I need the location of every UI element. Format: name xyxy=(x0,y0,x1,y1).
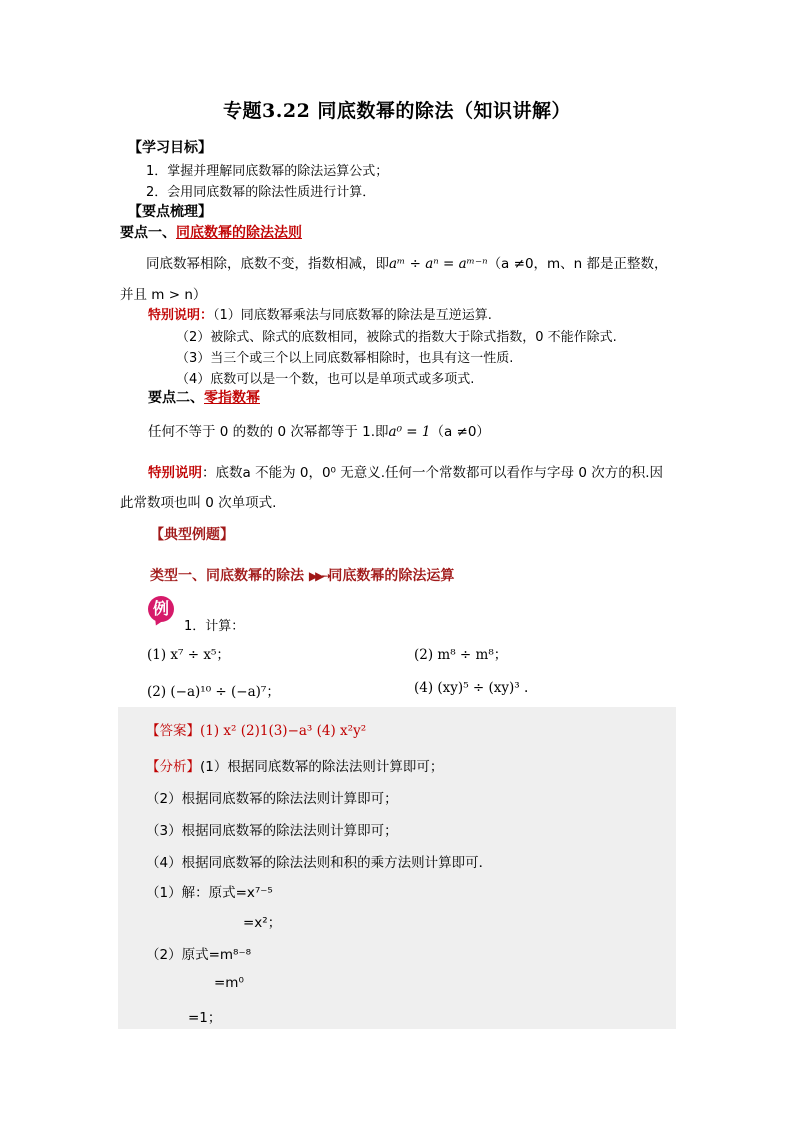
point2-title: 零指数幂 xyxy=(204,390,260,406)
point1-formula: aᵐ ÷ aⁿ = aᵐ⁻ⁿ xyxy=(389,256,488,272)
point2-formula: a⁰ = 1 xyxy=(388,424,431,440)
double-arrow-icon: ▶▶➙ xyxy=(308,569,329,583)
example-badge-icon: 例 xyxy=(148,596,174,622)
point1-heading xyxy=(120,222,302,242)
note-label: 特别说明： xyxy=(148,308,214,323)
point2-note-cont: 此常数项也叫 0 次单项式. xyxy=(120,495,277,511)
point2-label: 要点二、 xyxy=(148,390,204,406)
point1-text: 同底数幂相除，底数不变，指数相减，即 xyxy=(146,256,389,272)
answer-line xyxy=(146,719,366,739)
answer-label: 【答案】 xyxy=(146,723,200,739)
goal-item: 1．掌握并理解同底数幂的除法运算公式； xyxy=(146,164,389,179)
note-label: 特别说明 xyxy=(148,465,202,481)
solution-line: =1； xyxy=(188,1010,222,1026)
solution-line: （2）原式=m⁸⁻⁸ xyxy=(146,947,252,963)
problem-1: (1) x⁷ ÷ x⁵； xyxy=(147,647,230,663)
solution-line: （1）解：原式=x⁷⁻⁵ xyxy=(146,885,273,901)
points-heading: 【要点梳理】 xyxy=(128,204,212,220)
page-title: 专题3.22 同底数幂的除法（知识讲解） xyxy=(223,100,571,122)
point1-note-1: 特别说明：（1）同底数幂乘法与同底数幂的除法是互逆运算. xyxy=(148,308,492,323)
problem-2: (2) m⁸ ÷ m⁸； xyxy=(414,647,508,663)
examples-heading: 【典型例题】 xyxy=(150,527,234,543)
point1-label: 要点一、 xyxy=(120,225,176,241)
point2-rule: 任何不等于 0 的数的 0 次幂都等于 1.即a⁰ = 1（a ≠0） xyxy=(148,424,490,440)
type1-heading: 类型一、同底数幂的除法 ▶▶➙同底数幂的除法运算 xyxy=(150,568,455,584)
point1-note-3: （3）当三个或三个以上同底数幂相除时，也具有这一性质. xyxy=(176,351,514,366)
point1-rule xyxy=(146,252,668,272)
problem-3: (2) (−a)¹⁰ ÷ (−a)⁷； xyxy=(147,684,280,700)
answer-text: (1) x² (2)1(3)−a³ (4) x²y² xyxy=(200,723,367,739)
solution-line: =m⁰ xyxy=(214,975,244,991)
analysis-line: （2）根据同底数幂的除法法则计算即可； xyxy=(146,791,398,807)
point1-title: 同底数幂的除法法则 xyxy=(176,225,302,241)
question-label: 1．计算： xyxy=(184,619,245,634)
analysis-line: 【分析】(1）根据同底数幂的除法法则计算即可； xyxy=(146,759,444,775)
point2-note: 特别说明：底数a 不能为 0，0⁰ 无意义.任何一个常数都可以看作与字母 0 次方的积.因 xyxy=(148,465,663,481)
analysis-label: 【分析】 xyxy=(146,759,200,775)
point2-heading xyxy=(148,387,260,407)
point1-rule-cont: 并且 m > n） xyxy=(120,287,207,303)
goal-item: 2．会用同底数幂的除法性质进行计算． xyxy=(146,185,376,200)
point1-note-4: （4）底数可以是一个数，也可以是单项式或多项式. xyxy=(176,372,475,387)
point1-cond: （a ≠0，m、n 都是正整数， xyxy=(487,256,668,272)
goals-heading: 【学习目标】 xyxy=(128,140,212,156)
solution-line: =x²； xyxy=(243,915,282,931)
analysis-line: （4）根据同底数幂的除法法则和积的乘方法则计算即可． xyxy=(146,855,493,871)
problem-4: (4) (xy)⁵ ÷ (xy)³ . xyxy=(414,680,529,696)
point1-note-2: （2）被除式、除式的底数相同，被除式的指数大于除式指数，0 不能作除式. xyxy=(176,330,617,345)
analysis-line: （3）根据同底数幂的除法法则计算即可； xyxy=(146,823,398,839)
